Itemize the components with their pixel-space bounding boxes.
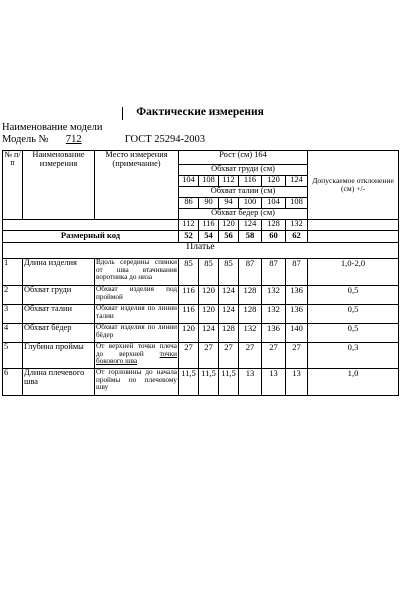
row-name: Длина изделия: [23, 259, 95, 286]
row-tolerance: 0,5: [308, 305, 399, 324]
row-place-link-text: точки бокового шва: [96, 349, 177, 366]
header-height: Рост (см) 164: [179, 151, 308, 165]
row-value: 85: [219, 259, 239, 286]
row-value: 128: [219, 324, 239, 343]
row-name: Обхват талии: [23, 305, 95, 324]
hip-value: 120: [219, 220, 239, 231]
row-value: 27: [239, 343, 262, 369]
row-value: 27: [286, 343, 308, 369]
table-row: [3, 259, 399, 286]
spacer-cell: [308, 220, 399, 231]
text-cursor: [122, 107, 123, 120]
chest-value: 124: [286, 176, 308, 187]
row-value: 11,5: [219, 369, 239, 396]
row-value: 27: [219, 343, 239, 369]
row-value: 27: [199, 343, 219, 369]
hip-value: 116: [199, 220, 219, 231]
waist-value: 108: [286, 198, 308, 209]
row-value: 120: [179, 324, 199, 343]
row-place: Обхват изделия по линии талии: [95, 305, 179, 324]
row-value: 27: [262, 343, 286, 369]
row-value: 13: [262, 369, 286, 396]
model-number: 712: [65, 134, 82, 145]
row-value: 87: [262, 259, 286, 286]
row-value: 128: [239, 305, 262, 324]
row-place: Обхват изделия по линии бёдер: [95, 324, 179, 343]
header-hips: Обхват бедер (см): [179, 209, 308, 220]
row-value: 120: [199, 305, 219, 324]
row-value: 132: [262, 305, 286, 324]
section-title: Платье: [3, 243, 399, 259]
chest-value: 112: [219, 176, 239, 187]
table-row: [3, 324, 399, 343]
waist-value: 90: [199, 198, 219, 209]
row-tolerance: 1,0-2,0: [308, 259, 399, 286]
model-line: [2, 134, 205, 145]
waist-value: 86: [179, 198, 199, 209]
row-value: 87: [286, 259, 308, 286]
header-chest: Обхват груди (см): [179, 165, 308, 176]
row-place-text: От верхней точки плеча до верхней: [96, 342, 177, 358]
spacer-cell: [308, 231, 399, 243]
row-value: 116: [179, 286, 199, 305]
header-tolerance: Допускаемое отклонение (см) +/-: [308, 151, 399, 220]
row-value: 132: [262, 286, 286, 305]
row-place: Вдоль середины спинки от шва втачивания воротника до низа: [95, 259, 179, 286]
row-value: 120: [199, 286, 219, 305]
table-row: [3, 343, 399, 369]
row-name: Обхват бёдер: [23, 324, 95, 343]
size-code: 56: [219, 231, 239, 243]
row-number: 3: [3, 305, 23, 324]
row-value: 11,5: [179, 369, 199, 396]
header-name: Наименование измерения: [23, 151, 95, 220]
hip-value: 132: [286, 220, 308, 231]
size-code: 54: [199, 231, 219, 243]
row-value: 85: [179, 259, 199, 286]
row-tolerance: 0,5: [308, 286, 399, 305]
row-number: 2: [3, 286, 23, 305]
row-place: [95, 343, 179, 369]
hip-value: 124: [239, 220, 262, 231]
size-code: 62: [286, 231, 308, 243]
model-name-label: Наименование модели: [2, 122, 103, 133]
row-value: 116: [179, 305, 199, 324]
row-value: 13: [286, 369, 308, 396]
row-tolerance: 1,0: [308, 369, 399, 396]
size-code: 60: [262, 231, 286, 243]
size-code-label: Размерный код: [3, 231, 179, 243]
hip-value: 128: [262, 220, 286, 231]
row-place: Обхват изделия под проймой: [95, 286, 179, 305]
waist-value: 100: [239, 198, 262, 209]
row-tolerance: 0,3: [308, 343, 399, 369]
row-value: 85: [199, 259, 219, 286]
gost-standard: ГОСТ 25294-2003: [124, 134, 206, 145]
row-name: Глубина проймы: [23, 343, 95, 369]
waist-value: 94: [219, 198, 239, 209]
row-number: 1: [3, 259, 23, 286]
hip-value: 112: [179, 220, 199, 231]
chest-value: 108: [199, 176, 219, 187]
header-place: Место измерения (примечание): [95, 151, 179, 220]
row-number: 6: [3, 369, 23, 396]
row-tolerance: 0,5: [308, 324, 399, 343]
chest-value: 104: [179, 176, 199, 187]
row-value: 128: [239, 286, 262, 305]
row-value: 13: [239, 369, 262, 396]
row-value: 136: [286, 286, 308, 305]
size-code: 52: [179, 231, 199, 243]
row-value: 27: [179, 343, 199, 369]
row-value: 124: [199, 324, 219, 343]
size-code: 58: [239, 231, 262, 243]
table-row: [3, 286, 399, 305]
document-title: Фактические измерения: [136, 106, 264, 118]
row-value: 11,5: [199, 369, 219, 396]
row-value: 87: [239, 259, 262, 286]
model-label: Модель №: [2, 134, 49, 145]
waist-value: 104: [262, 198, 286, 209]
row-value: 136: [262, 324, 286, 343]
row-value: 132: [239, 324, 262, 343]
row-value: 140: [286, 324, 308, 343]
header-number: № п/п: [3, 151, 23, 220]
header-waist: Обхват талии (см): [179, 187, 308, 198]
chest-value: 116: [239, 176, 262, 187]
row-value: 136: [286, 305, 308, 324]
row-value: 124: [219, 286, 239, 305]
spacer-cell: [3, 220, 179, 231]
row-name: Обхват груди: [23, 286, 95, 305]
row-number: 4: [3, 324, 23, 343]
row-number: 5: [3, 343, 23, 369]
row-place: От горловины до начала проймы по плечевому шву: [95, 369, 179, 396]
measurements-table: [2, 150, 399, 396]
row-value: 124: [219, 305, 239, 324]
table-row: [3, 305, 399, 324]
row-name: Длина плечевого шва: [23, 369, 95, 396]
table-row: [3, 369, 399, 396]
chest-value: 120: [262, 176, 286, 187]
